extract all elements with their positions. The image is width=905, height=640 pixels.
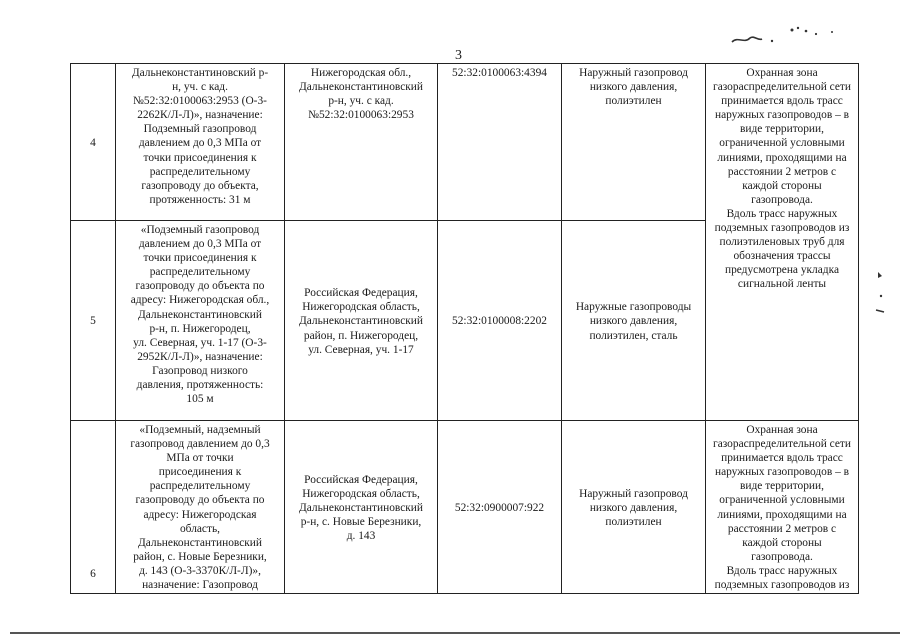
protection-zone: Охранная зона газораспределительной сети принимается вдоль трасс наружных газопроводов – в виде территории, ограниченной условными линиями, проходящими на расстоянии 2 метров с каждой стороны газопровода. Вдоль трасс наружных подземных газопроводов из полиэтиленовых труб для обозначения трассы предусмотрена укладка сигнальной ленты — [706, 64, 859, 421]
cadastral-number: 52:32:0100063:4394 — [438, 64, 562, 221]
object-address: Российская Федерация, Нижегородская область, Дальнеконстантиновский район, п. Нижегородец, ул. Северная, уч. 1-17 — [285, 221, 438, 421]
table-row — [71, 64, 859, 221]
cadastral-number: 52:32:0900007:922 — [438, 421, 562, 594]
pipeline-type: Наружный газопровод низкого давления, полиэтилен — [562, 64, 706, 221]
pipeline-type: Наружный газопровод низкого давления, полиэтилен — [562, 421, 706, 594]
pipeline-type: Наружные газопроводы низкого давления, полиэтилен, сталь — [562, 221, 706, 421]
object-name: «Подземный, надземный газопровод давлением до 0,3 МПа от точки присоединения к распределительному газопроводу до объекта по адресу: Нижегородская область, Дальнеконстантиновский район, с. Новые Березники, д. 143 (О-3-3370К/Л-Л)», назначение: Газопровод — [116, 421, 285, 594]
row-number: 5 — [71, 221, 116, 421]
scan-artifact-marks — [728, 22, 838, 50]
registry-table — [70, 63, 859, 594]
object-address: Нижегородская обл., Дальнеконстантиновский р-н, уч. с кад. №52:32:0100063:2953 — [285, 64, 438, 221]
cadastral-number: 52:32:0100008:2202 — [438, 221, 562, 421]
protection-zone: Охранная зона газораспределительной сети принимается вдоль трасс наружных газопроводов – в виде территории, ограниченной условными линиями, проходящими на расстоянии 2 метров с каждой стороны газопровода. Вдоль трасс наружных подземных газопроводов из — [706, 421, 859, 594]
table-row — [71, 421, 859, 594]
row-number: 6 — [71, 421, 116, 594]
page-bottom-edge — [10, 632, 900, 634]
row-number: 4 — [71, 64, 116, 221]
object-name: «Подземный газопровод давлением до 0,3 МПа от точки присоединения к распределительному газопроводу до объекта по адресу: Нижегородская обл., Дальнеконстантиновский р-н, п. Нижегородец, ул. Северная, уч. 1-17 (О-3- 2952К/Л-Л)», назначение: Газопровод низкого давления, протяженность: 105 м — [116, 221, 285, 421]
scan-artifact-side-marks — [872, 268, 888, 328]
page-number: 3 — [455, 48, 462, 63]
object-name: Дальнеконстантиновский р- н, уч. с кад. №52:32:0100063:2953 (О-3- 2262К/Л-Л)», назначение: Подземный газопровод давлением до 0,3 МПа от точки присоединения к распределительному газопроводу до объекта, протяженность: 31 м — [116, 64, 285, 221]
object-address: Российская Федерация, Нижегородская область, Дальнеконстантиновский р-н, с. Новые Березники, д. 143 — [285, 421, 438, 594]
